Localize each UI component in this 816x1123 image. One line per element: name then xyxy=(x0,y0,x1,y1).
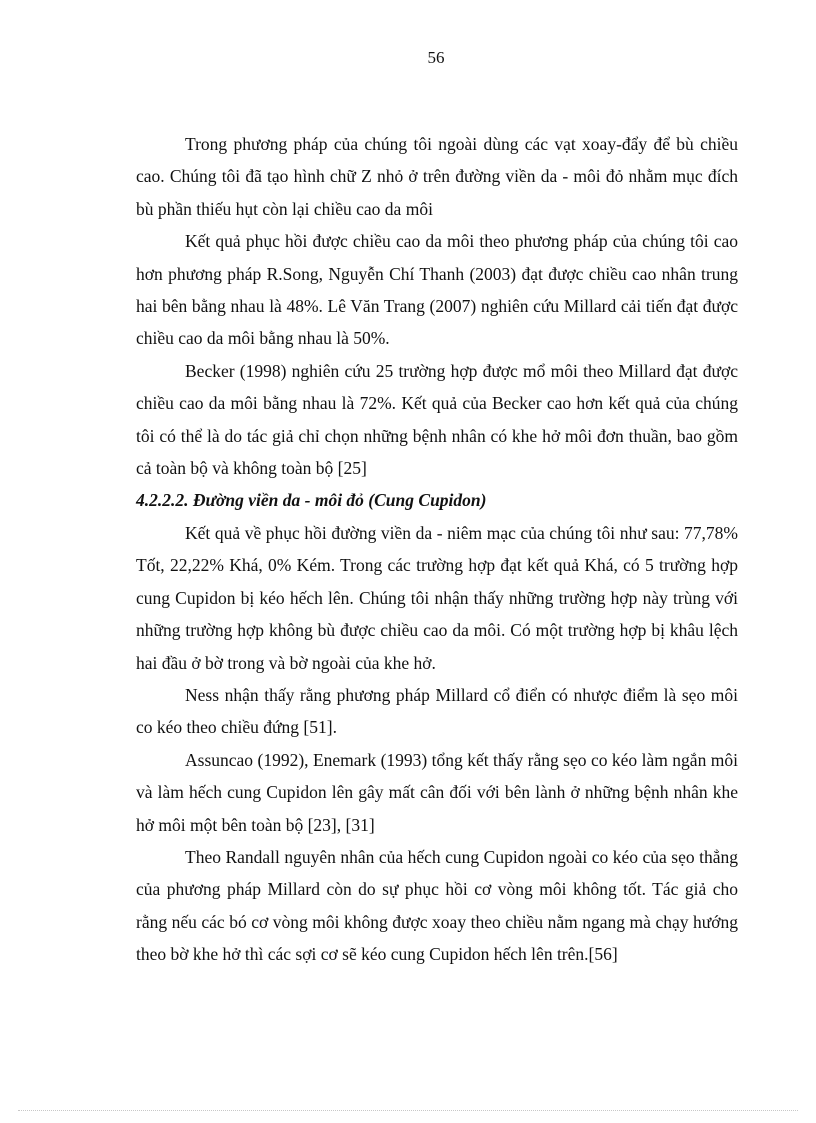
paragraph: Becker (1998) nghiên cứu 25 trường hợp được mổ môi theo Millard đạt được chiều cao da môi bằng nhau là 72%. Kết quả của Becker cao hơn kết quả của chúng tôi có thể là do tác giả chỉ chọn những bệnh nhân có khe hở môi đơn thuần, bao gồm cả toàn bộ và không toàn bộ [25] xyxy=(136,360,738,479)
page-number: 56 xyxy=(427,48,445,67)
document-body xyxy=(136,128,738,971)
paragraph: Trong phương pháp của chúng tôi ngoài dùng các vạt xoay-đẩy để bù chiều cao. Chúng tôi đã tạo hình chữ Z nhỏ ở trên đường viền da - môi đỏ nhằm mục đích bù phần thiếu hụt còn lại chiều cao da môi xyxy=(136,134,738,219)
page-bottom-divider xyxy=(18,1110,798,1111)
paragraph: Assuncao (1992), Enemark (1993) tổng kết thấy rằng sẹo co kéo làm ngắn môi và làm hếch cung Cupidon lên gây mất cân đối với bên lành ở những bệnh nhân khe hở môi một bên toàn bộ [23], [31] xyxy=(136,749,738,835)
paragraph: Ness nhận thấy rằng phương pháp Millard cổ điển có nhược điểm là sẹo môi co kéo theo chiều đứng [51]. xyxy=(136,684,738,738)
paragraph: Kết quả phục hồi được chiều cao da môi theo phương pháp của chúng tôi cao hơn phương pháp R.Song, Nguyễn Chí Thanh (2003) đạt được chiều cao nhân trung hai bên bằng nhau là 48%. Lê Văn Trang (2007) nghiên cứu Millard cải tiến đạt được chiều cao da môi bằng nhau là 50%. xyxy=(136,231,738,349)
paragraph: Kết quả về phục hồi đường viền da - niêm mạc của chúng tôi như sau: 77,78% Tốt, 22,22% Khá, 0% Kém. Trong các trường hợp đạt kết quả Khá, có 5 trường hợp cung Cupidon bị kéo hếch lên. Chúng tôi nhận thấy những trường hợp này trùng với những trường hợp không bù được chiều cao da môi. Có một trường hợp bị khâu lệch hai đầu ở bờ trong và bờ ngoài của khe hở. xyxy=(136,522,738,673)
paragraph: Theo Randall nguyên nhân của hếch cung Cupidon ngoài co kéo của sẹo thẳng của phương pháp Millard còn do sự phục hồi cơ vòng môi không tốt. Tác giả cho rằng nếu các bó cơ vòng môi không được xoay theo chiều nằm ngang mà chạy hướng theo bờ khe hở thì các sợi cơ sẽ kéo cung Cupidon hếch lên trên.[56] xyxy=(136,846,738,965)
section-heading: 4.2.2.2. Đường viền da - môi đỏ (Cung Cupidon) xyxy=(136,490,487,511)
